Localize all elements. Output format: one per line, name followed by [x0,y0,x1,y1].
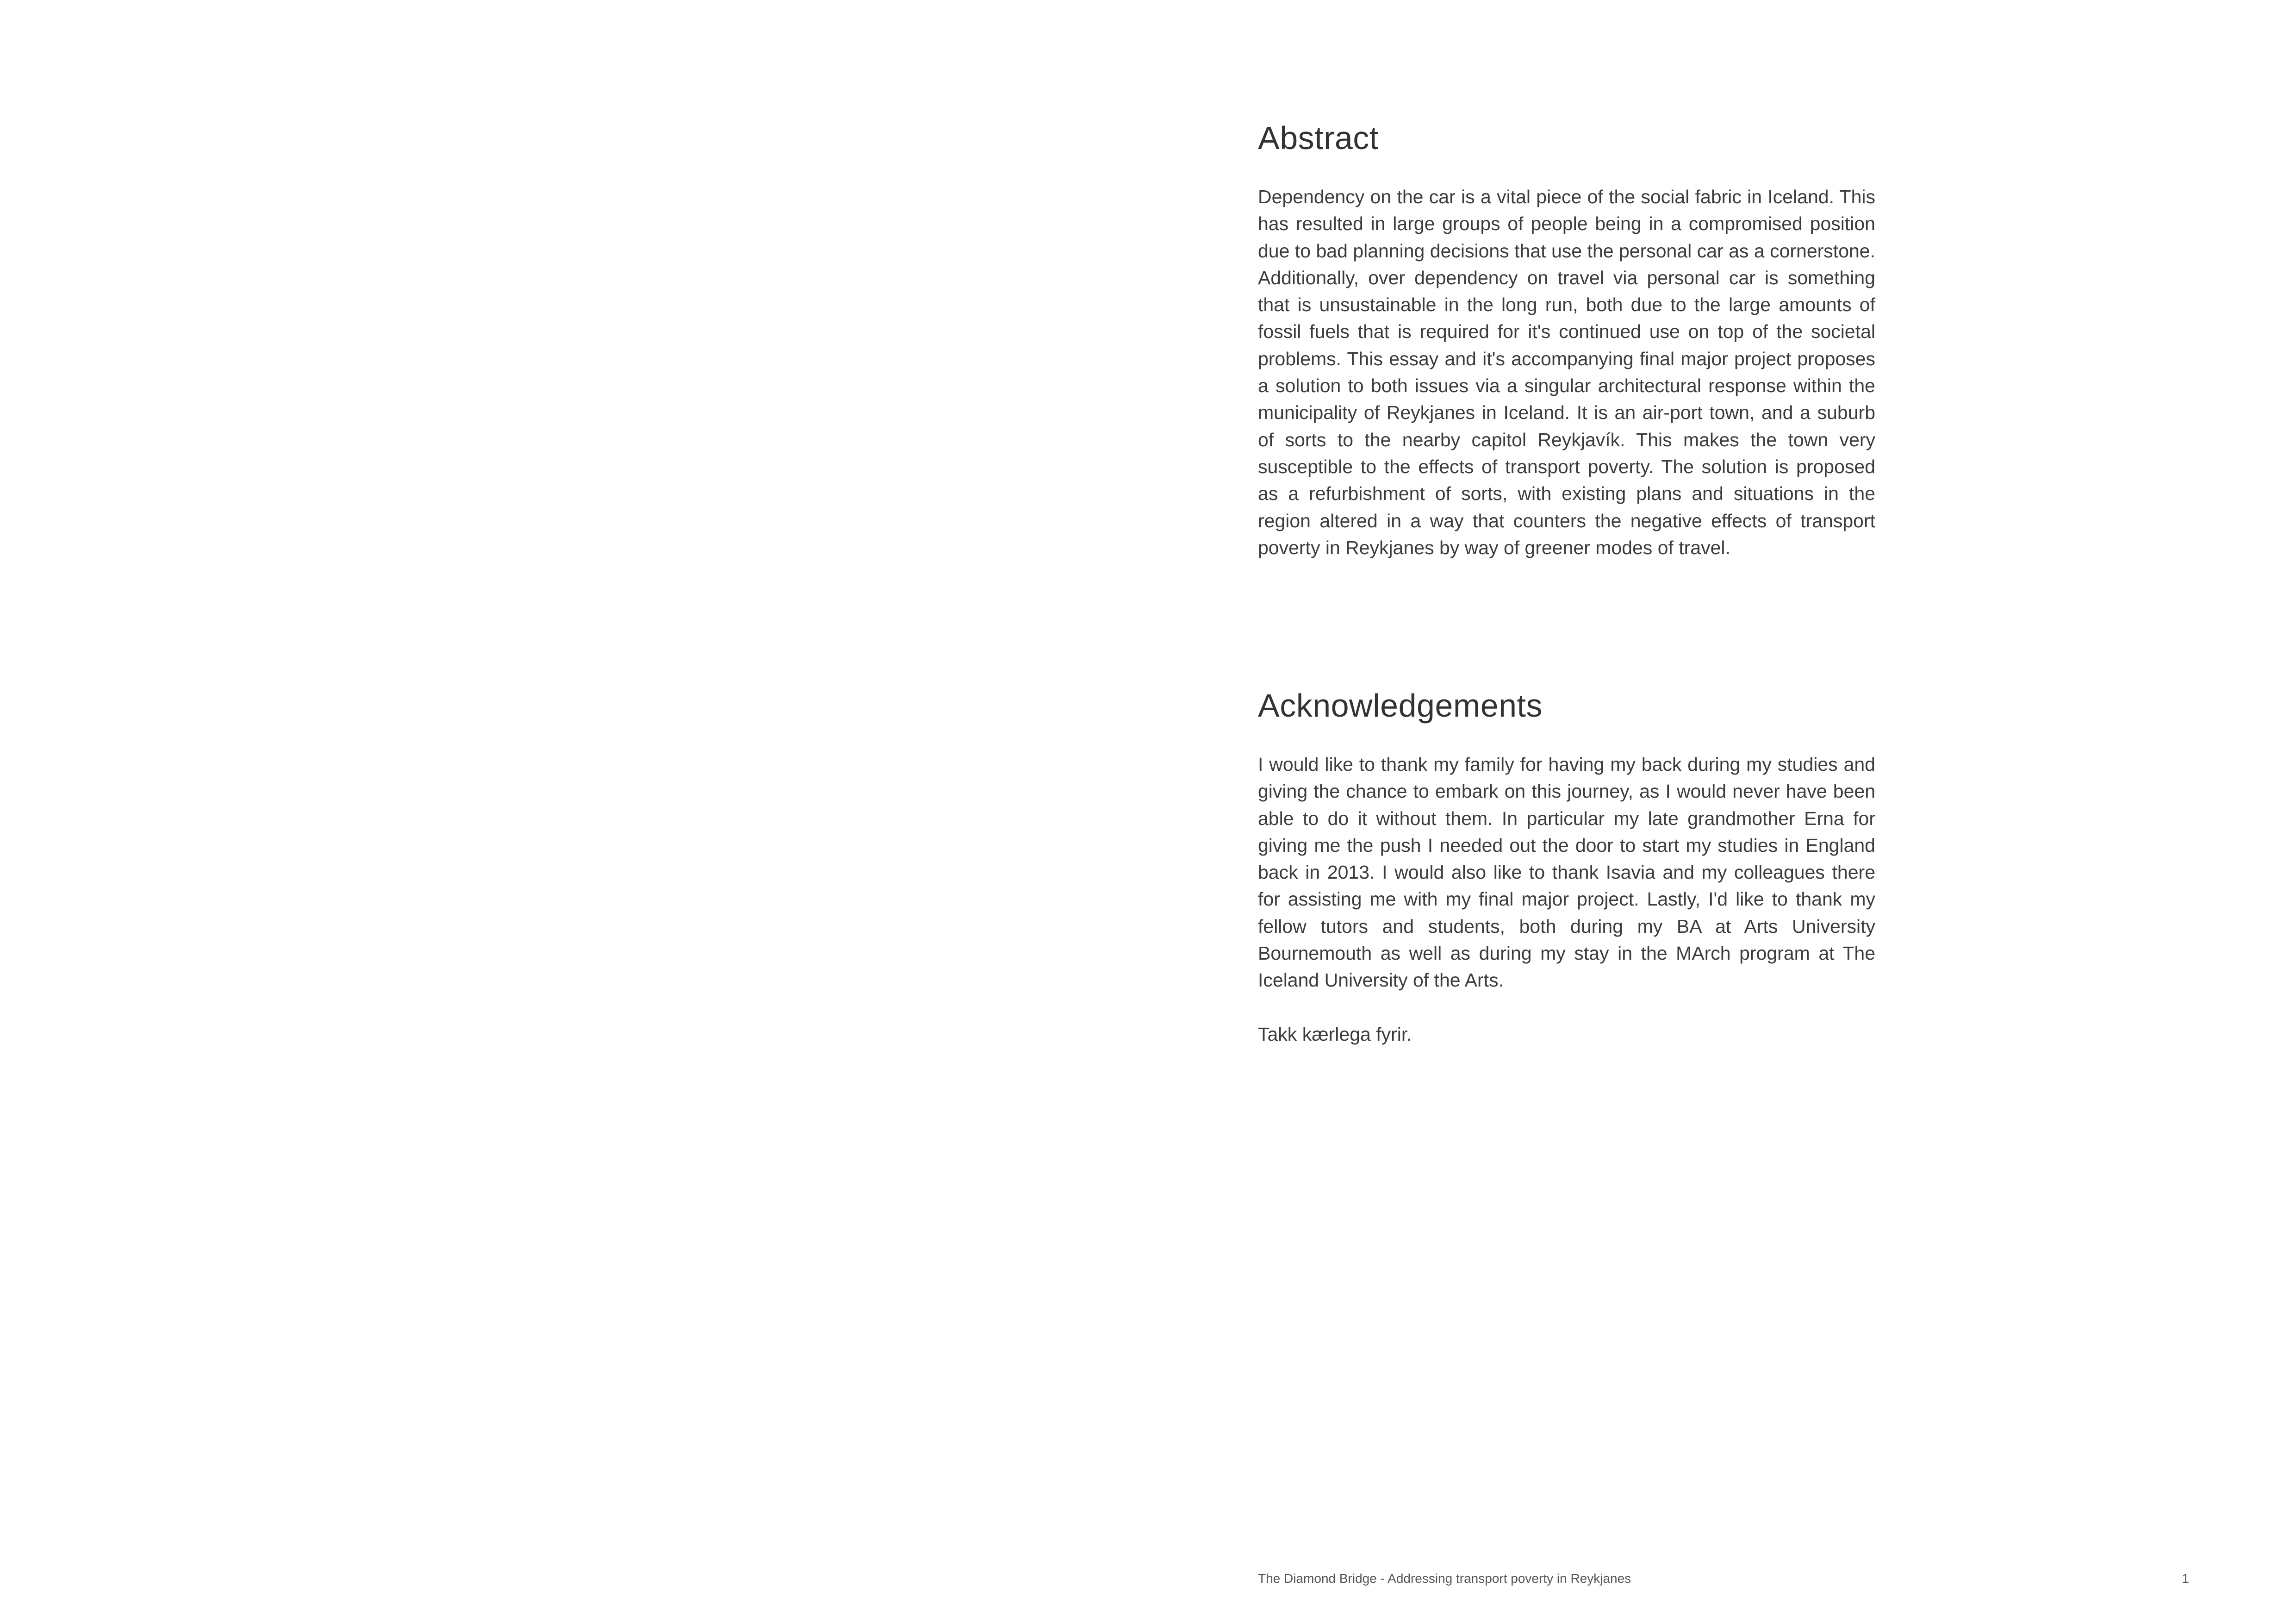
abstract-section [1258,119,1875,561]
abstract-body: Dependency on the car is a vital piece of the social fabric in Iceland. This has resulted in large groups of people being in a compromised position due to bad planning decisions that use the personal car as a cornerstone. Additionally, over dependency on travel via personal car is something that is unsustainable in the long run, both due to the large amounts of fossil fuels that is required for it's continued use on top of the societal problems. This essay and it's accompanying final major project proposes a solution to both issues via a singular architectural response within the municipality of Reykjanes in Iceland. It is an air-port town, and a suburb of sorts to the nearby capitol Reykjavík. This makes the town very susceptible to the effects of transport poverty. The solution is proposed as a refurbishment of sorts, with existing plans and situations in the region altered in a way that counters the negative effects of transport poverty in Reykjanes by way of greener modes of travel. [1258,186,1875,558]
acknowledgements-body: I would like to thank my family for having my back during my studies and giving the chance to embark on this journey, as I would never have been able to do it without them. In particular my late grandmother Erna for giving me the push I needed out the door to start my studies in England back in 2013. I would also like to thank Isavia and my colleagues there for assisting me with my final major project. Lastly, I'd like to thank my fellow tutors and students, both during my BA at Arts University Bournemouth as well as during my stay in the MArch program at The Iceland University of the Arts. [1258,754,1875,991]
page-number: 1 [2182,1571,2189,1586]
acknowledgements-section [1258,687,1875,1048]
acknowledgements-heading: Acknowledgements [1258,687,1543,724]
abstract-heading: Abstract [1258,120,1379,156]
acknowledgements-closing: Takk kærlega fyrir. [1258,1023,1412,1045]
footer-document-title: The Diamond Bridge - Addressing transport poverty in Reykjanes [1258,1571,1631,1586]
